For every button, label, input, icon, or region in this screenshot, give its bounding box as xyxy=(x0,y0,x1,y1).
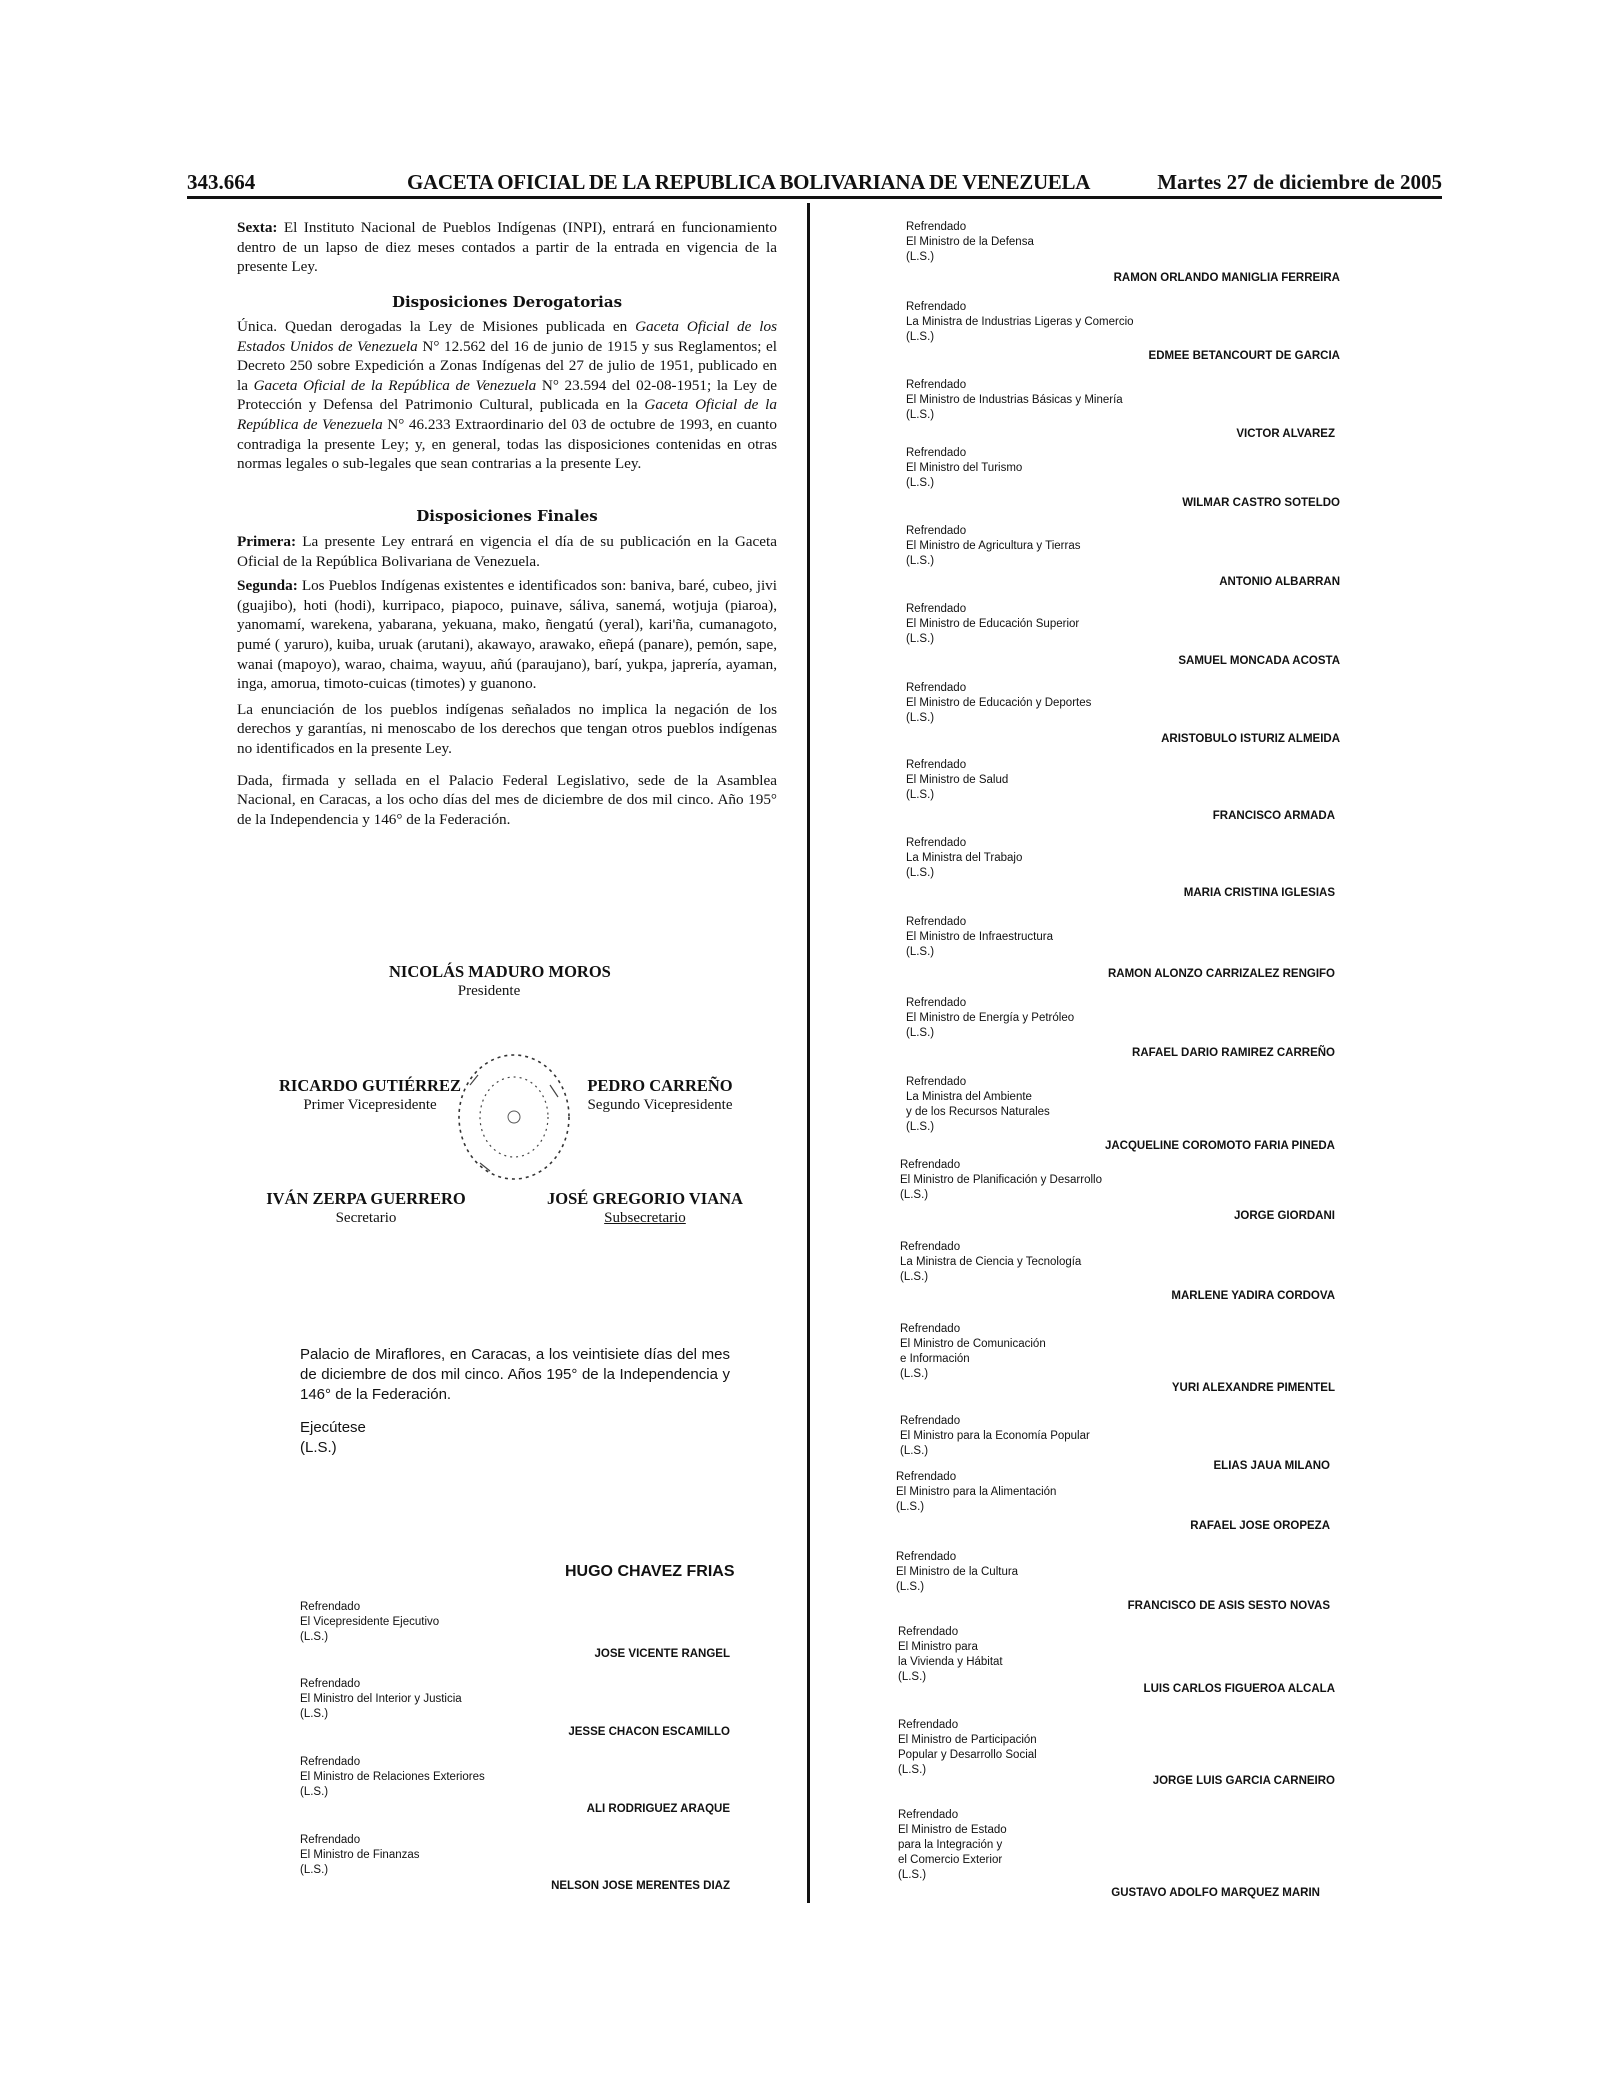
ls-seal-text: (L.S.) xyxy=(906,331,935,343)
minister-title-line: El Ministro de Educación y Deportes xyxy=(906,697,1092,709)
right-minister-name-6: ARISTOBULO ISTURIZ ALMEIDA xyxy=(1161,733,1340,745)
column-divider xyxy=(807,203,810,1903)
refrendado-label: Refrendado xyxy=(300,1834,361,1846)
minister-title-line: El Ministro de Salud xyxy=(906,774,1009,786)
minister-title-line: y de los Recursos Naturales xyxy=(906,1106,1050,1118)
primera-label: Primera: xyxy=(237,533,297,550)
refrendado-label: Refrendado xyxy=(906,301,967,313)
refrendado-label: Refrendado xyxy=(906,525,967,537)
refrendado-label: Refrendado xyxy=(300,1601,361,1613)
minister-title-line: La Ministra del Trabajo xyxy=(906,852,1023,864)
left-minister-name-1: JESSE CHACON ESCAMILLO xyxy=(568,1726,730,1738)
minister-title-line: El Ministro del Turismo xyxy=(906,462,1023,474)
right-refrendo-1 xyxy=(906,300,1134,345)
ls-seal-text: (L.S.) xyxy=(906,477,935,489)
enunciacion-text: La enunciación de los pueblos indígenas señalados no implica la negación de los derechos y garantías, ni menoscabo de los derechos que tengan otros pueblos indígenas no identificados en la presente Ley. xyxy=(237,700,777,757)
header-rule xyxy=(187,196,1442,199)
refrendado-label: Refrendado xyxy=(906,682,967,694)
refrendado-label: Refrendado xyxy=(906,759,967,771)
refrendado-label: Refrendado xyxy=(906,997,967,1009)
ls-seal-text: (L.S.) xyxy=(906,789,935,801)
ls-seal-text: (L.S.) xyxy=(906,251,935,263)
right-minister-name-13: MARLENE YADIRA CORDOVA xyxy=(1171,1290,1335,1302)
minister-title-line: El Ministro de Energía y Petróleo xyxy=(906,1012,1075,1024)
minister-title-line: El Ministro de Estado xyxy=(898,1824,1007,1836)
left-minister-name-0: JOSE VICENTE RANGEL xyxy=(594,1648,730,1660)
right-minister-name-20: GUSTAVO ADOLFO MARQUEZ MARIN xyxy=(1111,1887,1320,1899)
minister-title-line: El Ministro de Comunicación xyxy=(900,1338,1046,1350)
right-minister-name-1: EDMEE BETANCOURT DE GARCIA xyxy=(1148,350,1340,362)
minister-title-line: El Ministro para xyxy=(898,1641,978,1653)
hugo-chavez-name: HUGO CHAVEZ FRIAS xyxy=(565,1563,735,1580)
ls-seal-text: (L.S.) xyxy=(900,1271,929,1283)
refrendado-label: Refrendado xyxy=(898,1809,959,1821)
vp2-role: Segundo Vicepresidente xyxy=(587,1097,733,1113)
right-minister-name-10: RAFAEL DARIO RAMIREZ CARREÑO xyxy=(1132,1047,1335,1059)
vp1-name: RICARDO GUTIÉRREZ xyxy=(279,1076,461,1095)
minister-title-line: El Ministro de Educación Superior xyxy=(906,618,1080,630)
right-minister-name-0: RAMON ORLANDO MANIGLIA FERREIRA xyxy=(1113,272,1340,284)
minister-title-line: Popular y Desarrollo Social xyxy=(898,1749,1037,1761)
refrendado-label: Refrendado xyxy=(906,603,967,615)
right-refrendo-17 xyxy=(896,1550,1018,1595)
official-seal-icon xyxy=(450,1045,578,1190)
vp2-name: PEDRO CARREÑO xyxy=(587,1076,733,1095)
refrendado-label: Refrendado xyxy=(906,837,967,849)
right-minister-name-18: LUIS CARLOS FIGUEROA ALCALA xyxy=(1143,1683,1335,1695)
palacio-text: Palacio de Miraflores, en Caracas, a los veintisiete días del mes de diciembre de dos mil cinco. Años 195° de la Independencia y 146° de la Federación. xyxy=(300,1346,730,1403)
right-minister-name-5: SAMUEL MONCADA ACOSTA xyxy=(1178,655,1340,667)
refrendado-label: Refrendado xyxy=(898,1626,959,1638)
right-refrendo-14 xyxy=(900,1322,1046,1382)
right-minister-name-17: FRANCISCO DE ASIS SESTO NOVAS xyxy=(1127,1600,1330,1612)
refrendado-label: Refrendado xyxy=(906,916,967,928)
right-refrendo-20 xyxy=(898,1808,1007,1883)
refrendado-label: Refrendado xyxy=(898,1719,959,1731)
right-refrendo-18 xyxy=(898,1625,1003,1685)
right-minister-name-3: WILMAR CASTRO SOTELDO xyxy=(1182,497,1340,509)
minister-title-line: El Ministro de Industrias Básicas y Minería xyxy=(906,394,1123,406)
derog-part-3: N° 23.594 del 02-08-1951; la Ley de Protección y Defensa del Patrimonio Cultural, publicada en la xyxy=(237,376,777,414)
ls-seal-text: (L.S.) xyxy=(906,712,935,724)
minister-title-line: El Ministro para la Economía Popular xyxy=(900,1430,1090,1442)
ls-seal-text: (L.S.) xyxy=(896,1581,925,1593)
right-minister-name-15: ELIAS JAUA MILANO xyxy=(1213,1460,1330,1472)
minister-title-line: El Ministro de la Cultura xyxy=(896,1566,1019,1578)
left-refrendo-0 xyxy=(300,1600,439,1645)
right-minister-name-16: RAFAEL JOSE OROPEZA xyxy=(1190,1520,1330,1532)
right-minister-name-9: RAMON ALONZO CARRIZALEZ RENGIFO xyxy=(1107,968,1335,980)
left-refrendo-1 xyxy=(300,1677,462,1722)
minister-title-line: La Ministra del Ambiente xyxy=(906,1091,1032,1103)
right-refrendo-15 xyxy=(900,1414,1090,1459)
secretario-role: Secretario xyxy=(335,1210,397,1226)
left-minister-name-2: ALI RODRIGUEZ ARAQUE xyxy=(586,1803,730,1815)
ls-seal-text: (L.S.) xyxy=(898,1764,927,1776)
ls-seal-text: (L.S.) xyxy=(906,1121,935,1133)
minister-title-line: el Comercio Exterior xyxy=(898,1854,1003,1866)
right-refrendo-12 xyxy=(900,1158,1102,1203)
minister-title-line: El Ministro de Participación xyxy=(898,1734,1037,1746)
ls-seal-text: (L.S.) xyxy=(906,633,935,645)
derogatorias-heading: Disposiciones Derogatorias xyxy=(391,293,623,311)
derog-part-2: N° 12.562 del 16 de junio de 1915 y sus Reglamentos; el Decreto 250 sobre Expedición a Zonas Indígenas del 27 de julio de 1951, publicado en la xyxy=(237,337,777,394)
refrendado-label: Refrendado xyxy=(300,1678,361,1690)
ls-seal-text: (L.S.) xyxy=(900,1445,929,1457)
ls-seal-text: (L.S.) xyxy=(300,1631,329,1643)
primera-text: La presente Ley entrará en vigencia el día de su publicación en la Gaceta Oficial de la República Bolivariana de Venezuela. xyxy=(237,533,777,570)
right-minister-name-4: ANTONIO ALBARRAN xyxy=(1219,576,1340,588)
right-refrendo-9 xyxy=(906,915,1053,960)
left-refrendo-2 xyxy=(300,1755,485,1800)
subsecretario-name: JOSÉ GREGORIO VIANA xyxy=(547,1189,743,1208)
minister-title-line: El Ministro de Relaciones Exteriores xyxy=(300,1771,485,1783)
derog-ref-2: Gaceta Oficial de la República de Venezuela xyxy=(253,376,537,394)
ls-seal-text: (L.S.) xyxy=(900,1189,929,1201)
refrendado-label: Refrendado xyxy=(906,379,967,391)
right-refrendo-5 xyxy=(906,602,1079,647)
minister-title-line: El Ministro de Agricultura y Tierras xyxy=(906,540,1081,552)
derogatorias-text xyxy=(237,317,777,474)
finales-text xyxy=(237,532,777,829)
minister-title-line: La Ministra de Ciencia y Tecnología xyxy=(900,1256,1082,1268)
right-refrendo-4 xyxy=(906,524,1080,569)
right-minister-name-7: FRANCISCO ARMADA xyxy=(1212,810,1335,822)
president-name: NICOLÁS MADURO MOROS xyxy=(389,962,611,981)
right-refrendo-19 xyxy=(898,1718,1037,1778)
finales-heading: Disposiciones Finales xyxy=(416,507,598,525)
segunda-label: Segunda: xyxy=(237,577,298,595)
minister-title-line: El Ministro de Infraestructura xyxy=(906,931,1054,943)
refrendado-label: Refrendado xyxy=(906,1076,967,1088)
derog-ref-1: Gaceta Oficial de los Estados Unidos de Venezuela xyxy=(237,318,777,355)
right-refrendo-7 xyxy=(906,758,1008,803)
left-minister-name-3: NELSON JOSE MERENTES DIAZ xyxy=(551,1880,730,1892)
ls-seal-text: (L.S.) xyxy=(300,1786,329,1798)
right-refrendo-8 xyxy=(906,836,1022,881)
right-minister-name-8: MARIA CRISTINA IGLESIAS xyxy=(1183,887,1335,899)
ls-seal-text: (L.S.) xyxy=(896,1501,925,1513)
refrendado-label: Refrendado xyxy=(900,1159,961,1171)
ls-seal-text: (L.S.) xyxy=(300,1864,329,1876)
minister-title-line: El Ministro del Interior y Justicia xyxy=(300,1693,462,1705)
refrendado-label: Refrendado xyxy=(896,1551,957,1563)
sexta-text: El Instituto Nacional de Pueblos Indígenas (INPI), entrará en funcionamiento dentro de un lapso de diez meses contados a partir de la entrada en vigencia de la presente Ley. xyxy=(237,219,777,276)
ls-seal-text: (L.S.) xyxy=(898,1671,927,1683)
ls-seal-text: (L.S.) xyxy=(906,946,935,958)
right-refrendo-3 xyxy=(906,446,1022,491)
gazette-title: GACETA OFICIAL DE LA REPUBLICA BOLIVARIANA DE VENEZUELA xyxy=(407,170,1091,194)
refrendado-label: Refrendado xyxy=(906,221,967,233)
right-refrendo-10 xyxy=(906,996,1074,1041)
minister-title-line: El Vicepresidente Ejecutivo xyxy=(300,1616,440,1628)
right-minister-name-2: VICTOR ALVAREZ xyxy=(1236,428,1335,440)
right-refrendo-6 xyxy=(906,681,1091,726)
right-minister-name-14: YURI ALEXANDRE PIMENTEL xyxy=(1171,1382,1335,1394)
minister-title-line: La Ministra de Industrias Ligeras y Comercio xyxy=(906,316,1134,328)
right-minister-name-11: JACQUELINE COROMOTO FARIA PINEDA xyxy=(1104,1140,1335,1152)
ejecutese-label: Ejecútese xyxy=(300,1419,366,1436)
minister-title-line: para la Integración y xyxy=(898,1839,1003,1851)
right-minister-name-19: JORGE LUIS GARCIA CARNEIRO xyxy=(1152,1775,1335,1787)
left-refrendo-3 xyxy=(300,1833,420,1878)
article-sexta xyxy=(237,218,777,277)
issue-date: Martes 27 de diciembre de 2005 xyxy=(1157,170,1442,194)
derog-part-1: Única. Quedan derogadas la Ley de Misiones publicada en xyxy=(237,318,636,335)
right-minister-name-12: JORGE GIORDANI xyxy=(1234,1210,1335,1222)
refrendado-label: Refrendado xyxy=(896,1471,957,1483)
right-refrendo-0 xyxy=(906,220,1034,265)
right-refrendo-2 xyxy=(906,378,1123,423)
refrendado-label: Refrendado xyxy=(906,447,967,459)
derog-ref-3: Gaceta Oficial de la República de Venezuela xyxy=(237,396,777,433)
ejecutese-ls: (L.S.) xyxy=(300,1439,337,1456)
minister-title-line: El Ministro para la Alimentación xyxy=(896,1486,1057,1498)
ls-seal-text: (L.S.) xyxy=(906,867,935,879)
minister-title-line: e Información xyxy=(900,1353,970,1365)
refrendado-label: Refrendado xyxy=(900,1323,961,1335)
ls-seal-text: (L.S.) xyxy=(906,409,935,421)
refrendado-label: Refrendado xyxy=(900,1241,961,1253)
ls-seal-text: (L.S.) xyxy=(906,555,935,567)
minister-title-line: El Ministro de Planificación y Desarrollo xyxy=(900,1174,1102,1186)
refrendado-label: Refrendado xyxy=(900,1415,961,1427)
vp1-role: Primer Vicepresidente xyxy=(303,1097,437,1113)
right-refrendo-16 xyxy=(896,1470,1056,1515)
dada-text: Dada, firmada y sellada en el Palacio Federal Legislativo, sede de la Asamblea Nacional, en Caracas, a los ocho días del mes de diciembre de dos mil cinco. Año 195° de la Independencia y 146° de la Federación. xyxy=(237,771,777,828)
ls-seal-text: (L.S.) xyxy=(900,1368,929,1380)
ls-seal-text: (L.S.) xyxy=(300,1708,329,1720)
ls-seal-text: (L.S.) xyxy=(898,1869,927,1881)
right-refrendo-13 xyxy=(900,1240,1081,1285)
right-refrendo-11 xyxy=(906,1075,1050,1135)
minister-title-line: la Vivienda y Hábitat xyxy=(898,1656,1003,1668)
minister-title-line: El Ministro de Finanzas xyxy=(300,1849,420,1861)
ls-seal-text: (L.S.) xyxy=(906,1027,935,1039)
derog-part-4: N° 46.233 Extraordinario del 03 de octubre de 1993, en cuanto contradiga la presente Ley; y, en general, todas las disposiciones contenidas en otras normas legales o sub-legales que sean contrarias a la presente Ley. xyxy=(237,415,777,473)
ejecutese-block xyxy=(300,1418,366,1458)
president-role: Presidente xyxy=(457,983,521,999)
minister-title-line: El Ministro de la Defensa xyxy=(906,236,1034,248)
segunda-text: Los Pueblos Indígenas existentes e identificados son: baniva, baré, cubeo, jivi (guajibo), hoti (hodi), kurripaco, piapoco, puinave, sáliva, sanemá, wotjuja (piaroa), yanomamí, warekena, yabarana, yekuana, mako, ñengatú (yeral), kari'ña, cumanagoto, pumé ( yaruro), kuiba, uruak (arutani), akawayo, arawako, eñepá (panare), pemón, sape, wanai (mapoyo), warao, chaima, wayuu, añú (paraujano), barí, yukpa, japrería, ayaman, inga, amorua, timoto-cuicas (timotes) y guanono. xyxy=(237,577,777,693)
refrendado-label: Refrendado xyxy=(300,1756,361,1768)
subsecretario-role: Subsecretario xyxy=(604,1210,686,1226)
secretario-name: IVÁN ZERPA GUERRERO xyxy=(266,1189,466,1208)
page-number: 343.664 xyxy=(187,170,256,194)
sexta-label: Sexta: xyxy=(237,219,278,236)
